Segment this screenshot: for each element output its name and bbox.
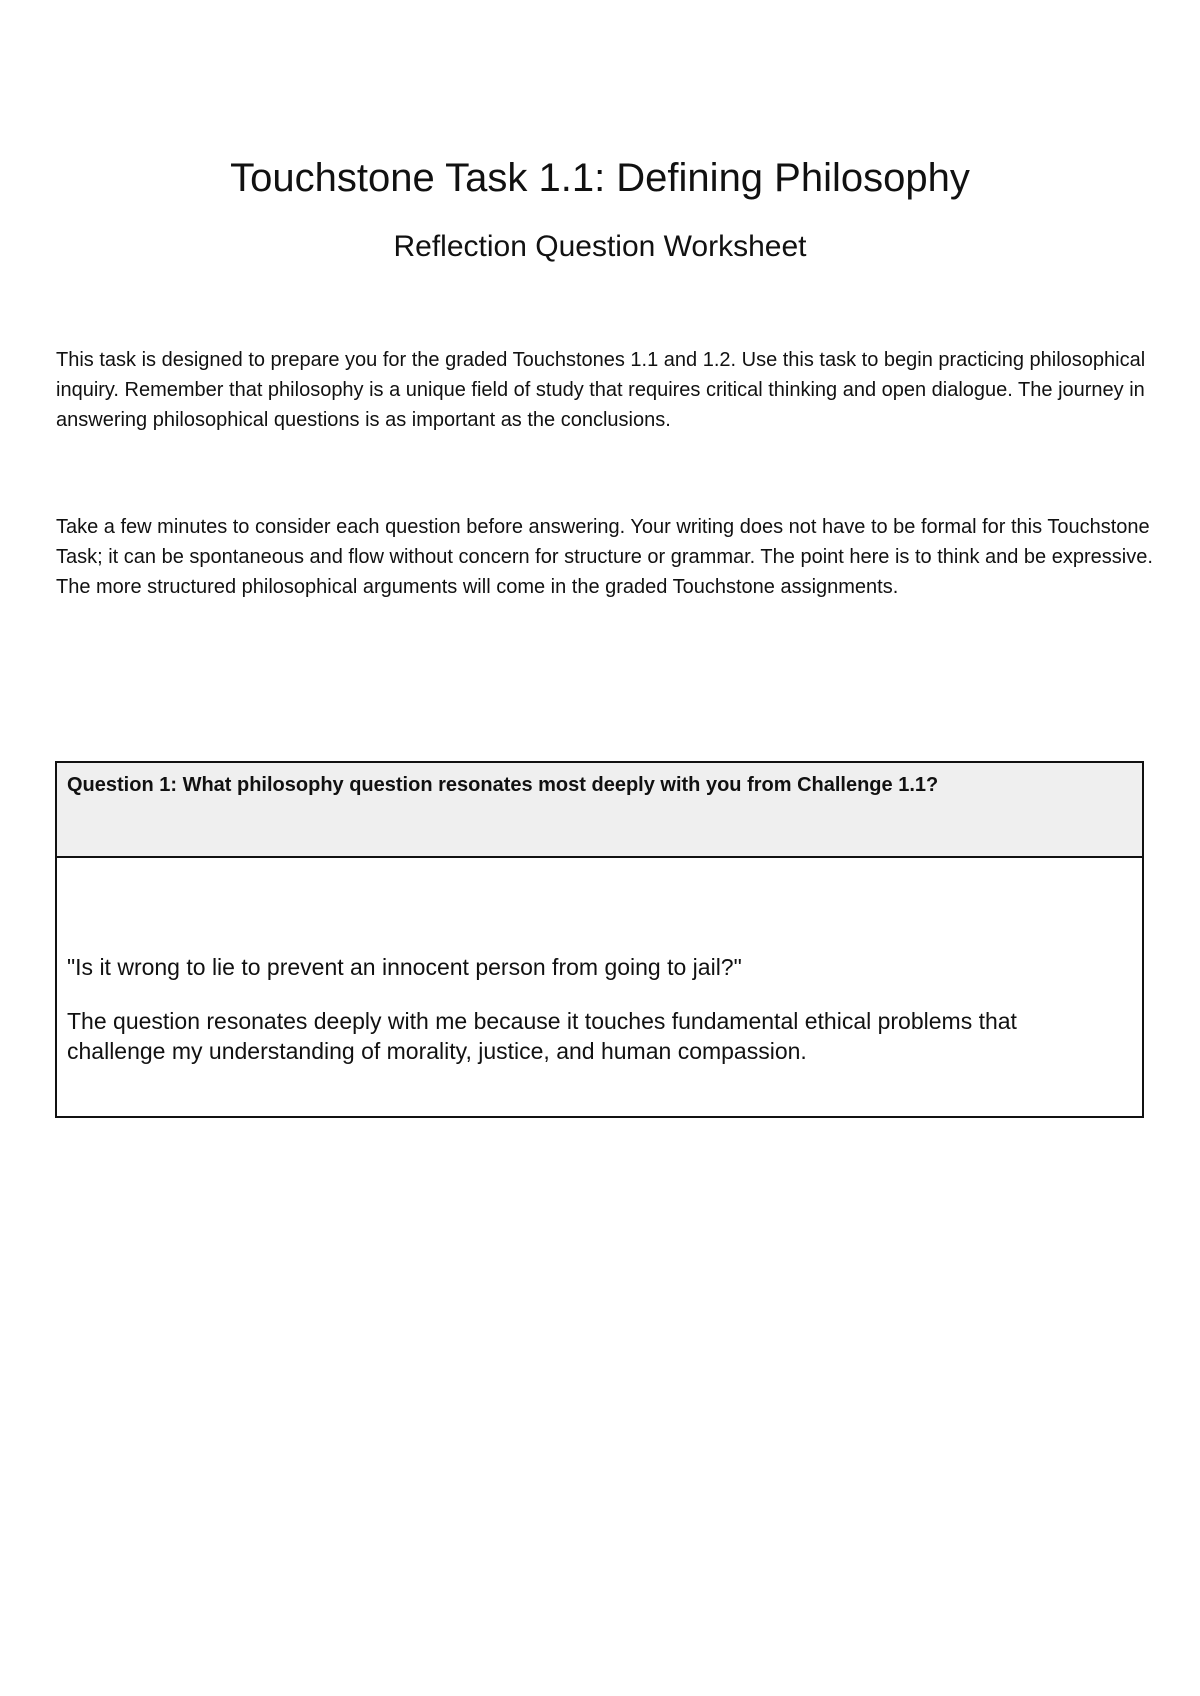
- intro-paragraph: This task is designed to prepare you for the graded Touchstones 1.1 and 1.2. Use this task to begin practicing philosophical inquiry. Remember that philosophy is a unique field of study that requires critical thinking and open dialogue. The journey in answering philosophical questions is as important as the conclusions.: [56, 349, 1146, 431]
- question-1-answer-cell[interactable]: [57, 858, 1142, 1116]
- question-1-table: [55, 761, 1144, 1118]
- question-1-header: [57, 763, 1142, 858]
- question-1-prompt: Question 1: What philosophy question resonates most deeply with you from Challenge 1.1?: [67, 774, 939, 796]
- page-title: Touchstone Task 1.1: Defining Philosophy: [230, 156, 970, 200]
- instructions-paragraph: Take a few minutes to consider each question before answering. Your writing does not have to be formal for this Touchstone Task; it can be spontaneous and flow without concern for structure or grammar. The point here is to think and be expressive. The more structured philosophical arguments will come in the graded Touchstone assignments.: [56, 516, 1153, 598]
- page-subtitle: Reflection Question Worksheet: [393, 230, 807, 263]
- answer-text: The question resonates deeply with me because it touches fundamental ethical problems that challenge my understanding of morality, justice, and human compassion.: [67, 1008, 1017, 1064]
- answer-quote: "Is it wrong to lie to prevent an innocent person from going to jail?": [67, 954, 742, 980]
